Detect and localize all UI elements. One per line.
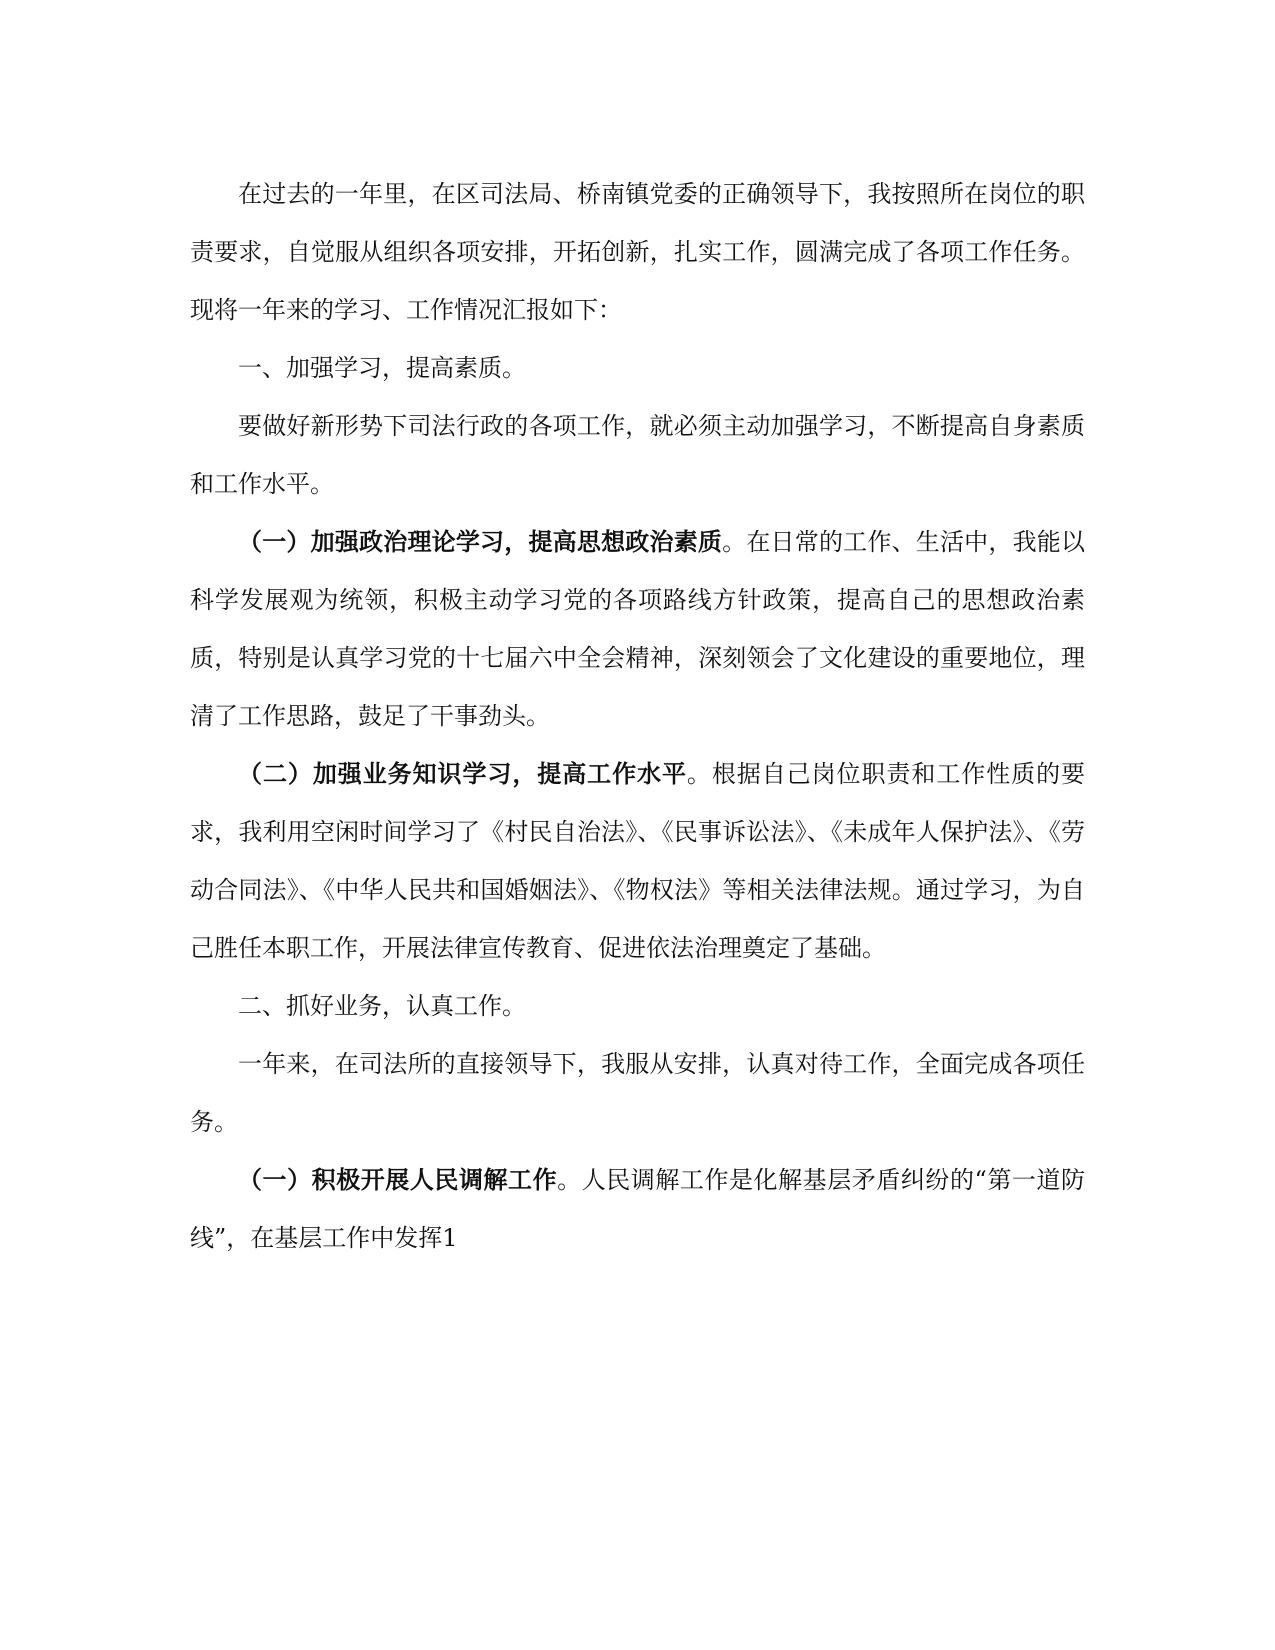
section-heading-2 [190,977,1085,1035]
subsection-1-2 [190,745,1085,977]
subsection-heading: （一）积极开展人民调解工作 [238,1166,558,1194]
paragraph-text: 一年来，在司法所的直接领导下，我服从安排，认真对待工作，全面完成各项任务。 [190,1050,1085,1136]
intro-paragraph [190,165,1085,339]
paragraph-text: 。人民调解工作是化解基层矛盾纠纷的“第一道防线”，在基层工作中发挥1 [190,1166,1085,1252]
section-1-intro [190,397,1085,513]
subsection-2-1 [190,1151,1085,1267]
paragraph-text: 。根据自己岗位职责和工作性质的要求，我利用空闲时间学习了《村民自治法》、《民事诉讼法》、《未成年人保护法》、《劳动合同法》、《中华人民共和国婚姻法》、《物权法》等相关法律法规。通过学习，为自己胜任本职工作，开展法律宣传教育、促进依法治理奠定了基础。 [190,760,1086,962]
paragraph-text: 二、抓好业务，认真工作。 [238,992,526,1020]
paragraph-text: 一、加强学习，提高素质。 [238,354,526,382]
paragraph-text: 在过去的一年里，在区司法局、桥南镇党委的正确领导下，我按照所在岗位的职责要求，自觉服从组织各项安排，开拓创新，扎实工作，圆满完成了各项工作任务。现将一年来的学习、工作情况汇报如下： [190,180,1085,324]
subsection-1-1 [190,513,1085,745]
section-heading-1 [190,339,1085,397]
subsection-heading: （一）加强政治理论学习，提高思想政治素质 [238,528,723,556]
subsection-heading: （二）加强业务知识学习，提高工作水平 [238,760,687,788]
section-2-intro [190,1035,1085,1151]
paragraph-text: 。在日常的工作、生活中，我能以科学发展观为统领，积极主动学习党的各项路线方针政策，提高自己的思想政治素质，特别是认真学习党的十七届六中全会精神，深刻领会了文化建设的重要地位，理清了工作思路，鼓足了干事劲头。 [190,528,1086,730]
document-body [190,165,1085,1267]
paragraph-text: 要做好新形势下司法行政的各项工作，就必须主动加强学习，不断提高自身素质和工作水平。 [190,412,1085,498]
